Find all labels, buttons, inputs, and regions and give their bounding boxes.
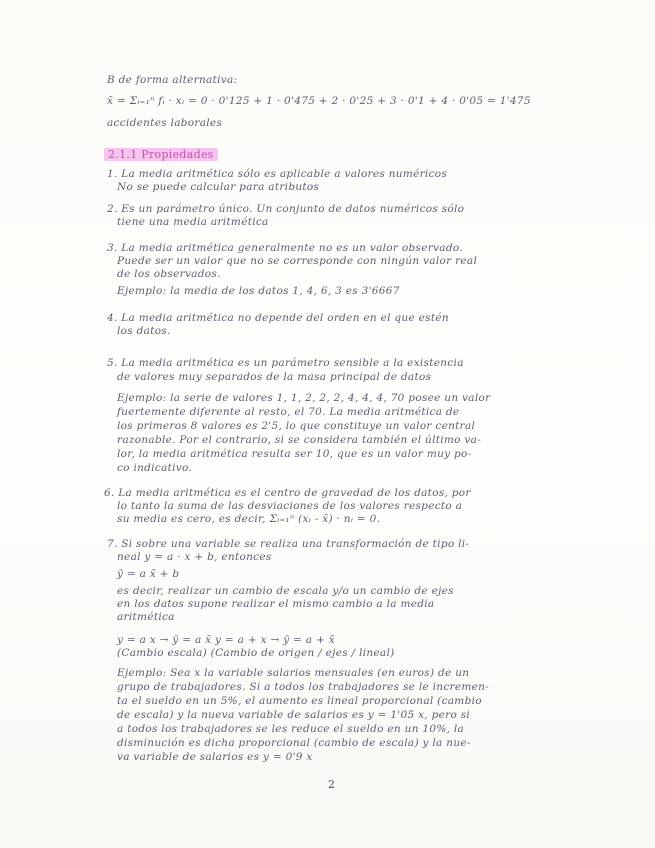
note-line: grupo de trabajadores. Si a todos los trabajadores se le incremen- [117, 681, 490, 693]
note-line: 5. La media aritmética es un parámetro sensible a la existencia [107, 357, 464, 369]
note-line: a todos los trabajadores se les reduce el sueldo en un 10%, la [117, 723, 465, 735]
note-line: Puede ser un valor que no se corresponde con ningún valor real [117, 255, 478, 267]
note-line: neal y = a · x + b, entonces [117, 551, 272, 563]
note-line: Ejemplo: la media de los datos 1, 4, 6, 3 es 3'6667 [117, 285, 400, 297]
note-line: los primeros 8 valores es 2'5, lo que constituye un valor central [117, 420, 476, 432]
note-line: lor, la media aritmética resulta ser 10, que es un valor muy po- [117, 448, 472, 460]
note-line: 4. La media aritmética no depende del orden en el que estén [107, 312, 449, 324]
note-line: co indicativo. [117, 462, 193, 474]
note-line: Ejemplo: Sea x la variable salarios mensuales (en euros) de un [117, 667, 470, 679]
note-line: 7. Si sobre una variable se realiza una transformación de tipo li- [107, 538, 470, 550]
note-line: de valores muy separados de la masa principal de datos [117, 371, 432, 383]
note-line: es decir, realizar un cambio de escala y/o un cambio de ejes [117, 585, 454, 597]
note-line: disminución es dicha proporcional (cambio de escala) y la nue- [117, 737, 471, 749]
note-line: ta el sueldo en un 5%, el aumento es lineal proporcional (cambio [117, 695, 482, 707]
note-line: 6. La media aritmética es el centro de gravedad de los datos, por [104, 487, 471, 499]
note-line: de escala) y la nueva variable de salarios es y = 1'05 x, pero si [117, 709, 471, 721]
note-line: va variable de salarios es y = 0'9 x [117, 751, 313, 763]
note-line: los datos. [117, 325, 171, 337]
section-heading: 2.1.1 Propiedades [104, 148, 218, 161]
note-line: Ejemplo: la serie de valores 1, 1, 2, 2, 2, 4, 4, 4, 70 posee un valor [117, 392, 491, 404]
note-line: su media es cero, es decir, Σᵢ₌₁ⁿ (xᵢ - x̄) · nᵢ = 0. [117, 513, 381, 525]
note-line: aritmética [117, 611, 175, 623]
note-line: tiene una media aritmética [117, 216, 269, 228]
note-line: fuertemente diferente al resto, el 70. La media aritmética de [117, 406, 460, 418]
note-line: de los observados. [117, 268, 221, 280]
note-line: y = a x → ȳ = a x̄ y = a + x → ȳ = a + x̄ [117, 634, 335, 646]
note-line: 2. Es un parámetro único. Un conjunto de datos numéricos sólo [107, 203, 465, 215]
note-line: razonable. Por el contrario, si se considera también el último va- [117, 434, 482, 446]
note-line: en los datos supone realizar el mismo cambio a la media [117, 598, 435, 610]
note-line: accidentes laborales [107, 117, 223, 129]
note-line: x̄ = Σᵢ₌₁ⁿ fᵢ · xᵢ = 0 · 0'125 + 1 · 0'475 + 2 · 0'25 + 3 · 0'1 + 4 · 0'05 = 1'475 [107, 95, 531, 107]
page-number: 2 [328, 778, 335, 791]
note-line: (Cambio escala) (Cambio de origen / ejes / lineal) [117, 647, 395, 659]
note-line: 1. La media aritmética sólo es aplicable a valores numéricos [107, 168, 448, 180]
note-line: lo tanto la suma de las desviaciones de los valores respecto a [117, 500, 463, 512]
note-line: 3. La media aritmética generalmente no es un valor observado. [107, 242, 463, 254]
note-line: ȳ = a x̄ + b [117, 568, 180, 580]
note-line: No se puede calcular para atributos [117, 181, 320, 193]
note-line: B de forma alternativa: [107, 74, 238, 86]
